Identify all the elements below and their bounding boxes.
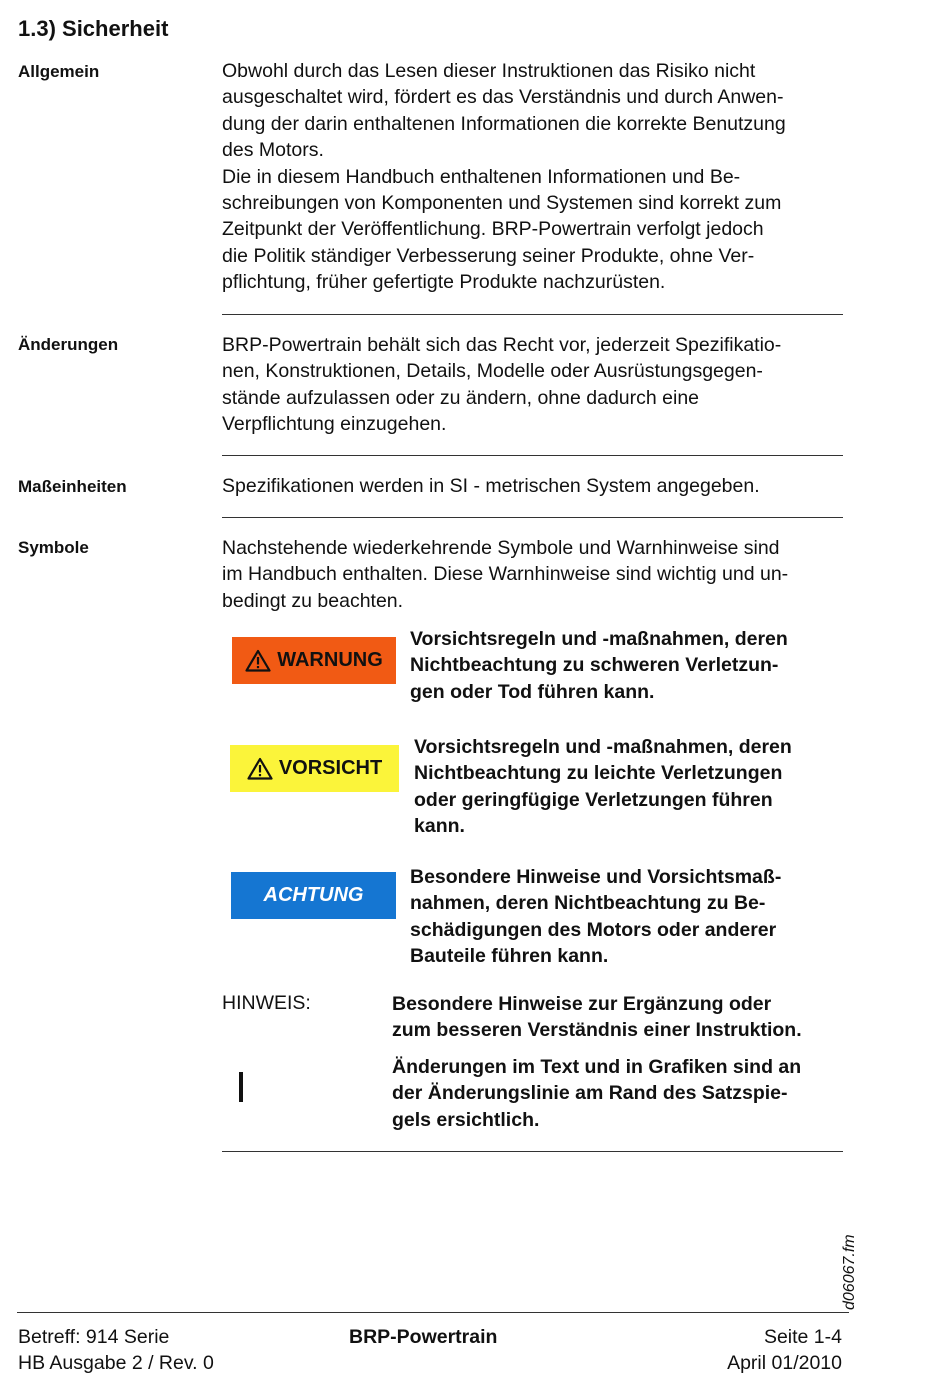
text-line: BRP-Powertrain behält sich das Recht vor, jederzeit Spezifikatio- xyxy=(222,334,782,356)
footer-rule xyxy=(17,1312,849,1313)
text-line: nen, Konstruktionen, Details, Modelle oder Ausrüstungsgegen- xyxy=(222,360,763,383)
footer-page: Seite 1-4 xyxy=(763,1326,842,1348)
text-line: Nichtbeachtung zu leichte Verletzungen xyxy=(414,762,783,785)
text-line: Nachstehende wiederkehrende Symbole und Warnhinweise sind xyxy=(222,537,780,559)
text-line: gen oder Tod führen kann. xyxy=(410,680,655,703)
text-line: dung der darin enthaltenen Informationen die korrekte Benutzung xyxy=(222,112,786,135)
text-line: Vorsichtsregeln und -maßnahmen, deren xyxy=(410,628,788,650)
divider xyxy=(222,1151,843,1152)
allgemein-text xyxy=(222,58,847,296)
text-line: stände aufzulassen oder zu ändern, ohne dadurch eine xyxy=(222,386,700,409)
text-line: der Änderungslinie am Rand des Satzspie- xyxy=(392,1082,788,1105)
text-line: schädigungen des Motors oder anderer xyxy=(410,918,777,941)
text-line: schreibungen von Komponenten und Systemen sind korrekt zum xyxy=(222,192,782,215)
text-line: bedingt zu beachten. xyxy=(222,589,404,612)
label-symbole: Symbole xyxy=(18,538,89,557)
vorsicht-badge xyxy=(230,745,399,792)
text-line: gels ersichtlich. xyxy=(392,1108,540,1131)
warnung-badge xyxy=(232,637,396,684)
text-line: Bauteile führen kann. xyxy=(410,945,609,968)
footer-edition: HB Ausgabe 2 / Rev. 0 xyxy=(18,1352,214,1374)
vorsicht-description xyxy=(414,734,792,840)
file-reference: d06067.fm xyxy=(841,1234,858,1310)
divider xyxy=(222,517,843,518)
text-line: im Handbuch enthalten. Diese Warnhinweise sind wichtig und un- xyxy=(222,563,789,586)
text-line: Besondere Hinweise und Vorsichtsmaß- xyxy=(410,866,782,888)
text-line: Vorsichtsregeln und -maßnahmen, deren xyxy=(414,736,792,758)
footer-date: April 01/2010 xyxy=(727,1352,842,1374)
symbole-text xyxy=(222,535,847,614)
changebar-description xyxy=(392,1054,801,1133)
hinweis-description xyxy=(392,991,802,1044)
footer-subject: Betreff: 914 Serie xyxy=(18,1326,170,1348)
text-line: Verpflichtung einzugehen. xyxy=(222,413,447,436)
warnung-description xyxy=(410,626,788,705)
achtung-badge xyxy=(231,872,396,919)
change-bar-icon xyxy=(239,1072,243,1102)
text-line: Besondere Hinweise zur Ergänzung oder xyxy=(392,993,772,1015)
text-line: die Politik ständiger Verbesserung seiner Produkte, ohne Ver- xyxy=(222,244,755,267)
vorsicht-label: VORSICHT xyxy=(278,757,383,779)
label-aenderungen: Änderungen xyxy=(18,335,119,354)
text-line: Spezifikationen werden in SI - metrischen System angegeben. xyxy=(222,475,760,497)
label-masseinheiten: Maßeinheiten xyxy=(18,477,127,496)
text-line: kann. xyxy=(414,815,465,838)
divider xyxy=(222,455,843,456)
section-title: 1.3) Sicherheit xyxy=(18,16,169,41)
warning-triangle-icon xyxy=(245,649,271,672)
divider xyxy=(222,314,843,315)
hinweis-label: HINWEIS: xyxy=(222,992,311,1014)
footer-company: BRP-Powertrain xyxy=(349,1326,498,1348)
text-line: Die in diesem Handbuch enthaltenen Informationen und Be- xyxy=(222,165,741,188)
text-line: ausgeschaltet wird, fördert es das Verständnis und durch Anwen- xyxy=(222,86,784,109)
warning-triangle-icon xyxy=(247,757,273,780)
label-allgemein: Allgemein xyxy=(18,62,100,81)
text-line: Nichtbeachtung zu schweren Verletzun- xyxy=(410,654,779,677)
text-line: nahmen, deren Nichtbeachtung zu Be- xyxy=(410,892,766,915)
masseinheiten-text xyxy=(222,473,847,499)
text-line: zum besseren Verständnis einer Instruktion. xyxy=(392,1019,802,1042)
achtung-label: ACHTUNG xyxy=(263,884,364,906)
text-line: Änderungen im Text und in Grafiken sind an xyxy=(392,1056,802,1078)
text-line: pflichtung, früher gefertigte Produkte nachzurüsten. xyxy=(222,271,666,294)
achtung-description xyxy=(410,864,781,970)
aenderungen-text xyxy=(222,332,847,438)
text-line: oder geringfügige Verletzungen führen xyxy=(414,788,773,811)
text-line: des Motors. xyxy=(222,139,324,162)
warnung-label: WARNUNG xyxy=(277,649,383,671)
text-line: Zeitpunkt der Veröffentlichung. BRP-Powertrain verfolgt jedoch xyxy=(222,218,764,241)
text-line: Obwohl durch das Lesen dieser Instruktionen das Risiko nicht xyxy=(222,60,756,82)
